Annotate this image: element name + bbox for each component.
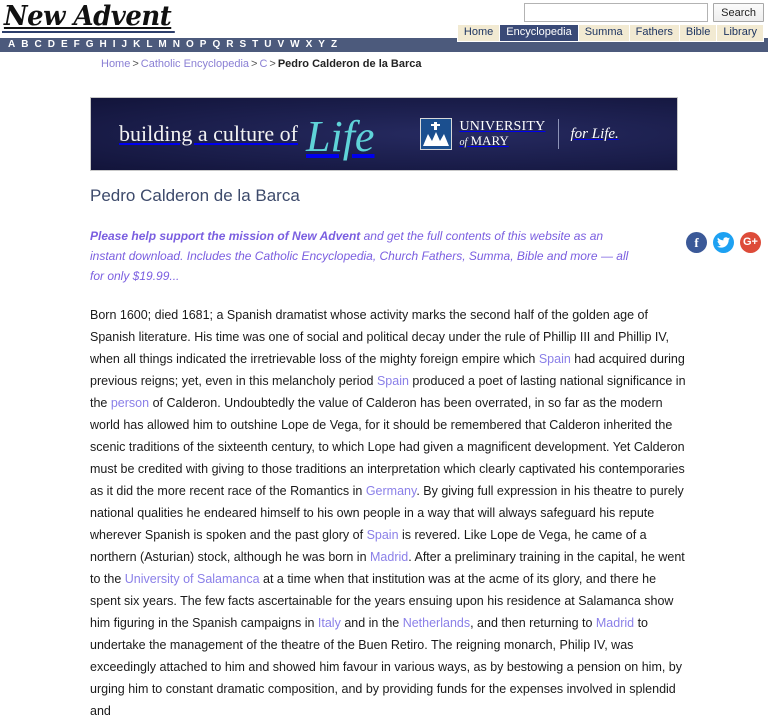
alpha-letter-j[interactable]: J	[121, 39, 128, 50]
article-link-italy[interactable]: Italy	[317, 616, 341, 630]
alpha-letter-d[interactable]: D	[47, 39, 55, 50]
breadcrumb-separator-1: >	[132, 58, 139, 70]
logo-divider	[558, 119, 559, 149]
article-link-person[interactable]: person	[110, 396, 150, 410]
breadcrumb	[101, 58, 768, 70]
alpha-letter-f[interactable]: F	[73, 39, 80, 50]
nav-tab-library[interactable]: Library	[717, 25, 763, 41]
nav-tab-bible[interactable]: Bible	[680, 25, 717, 41]
university-name	[459, 120, 545, 148]
banner-life-word: Life	[306, 112, 375, 162]
alpha-letter-k[interactable]: K	[133, 39, 141, 50]
article-link-madrid[interactable]: Madrid	[370, 550, 409, 564]
main-nav	[457, 24, 764, 42]
site-logo[interactable]: New Advent	[2, 3, 175, 33]
page-title: Pedro Calderon de la Barca	[90, 186, 300, 205]
breadcrumb-letter[interactable]: C	[259, 58, 268, 70]
alpha-letter-n[interactable]: N	[172, 39, 180, 50]
main-content	[90, 186, 686, 722]
alpha-letter-s[interactable]: S	[239, 39, 247, 50]
banner-advertisement[interactable]	[90, 97, 678, 171]
banner-tagline-text: building a culture of	[119, 121, 299, 146]
twitter-share-icon[interactable]	[713, 232, 734, 253]
twitter-bird-glyph	[717, 237, 730, 248]
nav-tab-encyclopedia[interactable]: Encyclopedia	[500, 25, 578, 41]
alpha-letter-w[interactable]: W	[290, 39, 300, 50]
facebook-share-icon[interactable]: f	[686, 232, 707, 253]
article-link-germany[interactable]: Germany	[365, 484, 417, 498]
alpha-letter-y[interactable]: Y	[318, 39, 325, 50]
university-name-line2	[459, 134, 545, 148]
support-message-rest: and get the full contents of this website as an instant download. Includes the Catholic Encyclopedia, Church Fathers, Summa, Bible and more — all for only $19.99...	[90, 229, 629, 283]
alpha-letter-r[interactable]: R	[226, 39, 234, 50]
alpha-letter-o[interactable]: O	[186, 39, 194, 50]
cross-icon	[434, 122, 437, 130]
alpha-letter-z[interactable]: Z	[330, 39, 338, 50]
alpha-letter-g[interactable]: G	[85, 39, 94, 50]
support-link[interactable]	[90, 229, 628, 283]
alpha-letter-c[interactable]: C	[34, 39, 42, 50]
mountain-m-icon	[423, 130, 449, 146]
alpha-letter-p[interactable]: P	[199, 39, 207, 50]
article-body: Born 1600; died 1681; a Spanish dramatist whose activity marks the second half of the golden age of Spanish literature. His time was one of social and political decay under the rule of Phillip III and Phillip IV, when all things indicated the irretrievable loss of the mighty foreign empire which Spain had acquired during previous reigns; yet, even in this melancholy period Spain produced a poet of lasting national significance in the person of Calderon. Undoubtedly the value of Calderon has been overrated, in so far as the modern world has allowed him to outshine Lope de Vega, for it should be remembered that Calderon inherited the scenic traditions of the sixteenth century, to which Lope had given a magnificent development. Yet Calderon must be credited with giving to those traditions an interpretation which clearly captivated his contemporaries as it did the more recent race of the Romantics in Germany. By giving full expression in his theatre to purely national qualities he endeared himself to his own people in a way that will always safeguard his repute wherever Spanish is spoken and the past glory of Spain is revered. Like Lope de Vega, he came of a northern (Asturian) stock, although he was born in Madrid. After a preliminary training in the capital, he went to the University of Salamanca at a time when that institution was at the acme of its glory, and there he spent six years. The few facts ascertainable for the years ensuing upon his residence at Salamanca show him figuring in the Spanish campaigns in Italy and in the Netherlands, and then returning to Madrid to undertake the management of the theatre of the Buen Retiro. The reigning monarch, Philip IV, was exceedingly attached to him and showed him favour in various ways, as by bestowing a pension on him, by urging him to constant dramatic composition, and by providing funds for the expenses involved in splendid and	[90, 308, 686, 718]
article-link-spain[interactable]: Spain	[366, 528, 399, 542]
alpha-letter-x[interactable]: X	[305, 39, 313, 50]
article-link-university-of-salamanca[interactable]: University of Salamanca	[124, 572, 260, 586]
alpha-letter-m[interactable]: M	[158, 39, 167, 50]
nav-tab-home[interactable]: Home	[458, 25, 500, 41]
alpha-letter-t[interactable]: T	[252, 39, 259, 50]
alpha-letter-b[interactable]: B	[21, 39, 29, 50]
googleplus-share-icon[interactable]: G+	[740, 232, 761, 253]
support-message-bold: Please help support the mission of New Advent	[90, 229, 361, 243]
article-link-spain[interactable]: Spain	[538, 352, 571, 366]
alpha-letter-l[interactable]: L	[146, 39, 153, 50]
university-name-mary: MARY	[470, 133, 509, 149]
search-form	[524, 3, 764, 22]
alpha-letter-h[interactable]: H	[99, 39, 107, 50]
nav-tab-fathers[interactable]: Fathers	[630, 25, 680, 41]
university-name-of: of	[459, 137, 468, 149]
banner-for-life-tagline: for Life.	[570, 125, 619, 142]
alpha-letter-e[interactable]: E	[60, 39, 68, 50]
breadcrumb-section[interactable]: Catholic Encyclopedia	[140, 58, 250, 70]
nav-tab-summa[interactable]: Summa	[579, 25, 630, 41]
alpha-letter-u[interactable]: U	[264, 39, 272, 50]
breadcrumb-home[interactable]: Home	[101, 58, 131, 70]
alpha-letter-a[interactable]: A	[8, 39, 16, 50]
search-input[interactable]	[524, 3, 708, 22]
breadcrumb-separator-2: >	[251, 58, 258, 70]
breadcrumb-current: Pedro Calderon de la Barca	[277, 58, 422, 70]
social-share-buttons	[686, 232, 761, 253]
support-message	[90, 226, 630, 286]
article-link-spain[interactable]: Spain	[376, 374, 409, 388]
alpha-letter-v[interactable]: V	[277, 39, 285, 50]
university-mark-icon	[420, 118, 452, 150]
masthead	[0, 0, 768, 38]
breadcrumb-separator-3: >	[269, 58, 276, 70]
university-of-mary-logo	[420, 118, 618, 150]
university-name-line1: UNIVERSITY	[459, 118, 546, 134]
alpha-letter-i[interactable]: I	[112, 39, 116, 50]
article-link-madrid[interactable]: Madrid	[595, 616, 635, 630]
alpha-letter-q[interactable]: Q	[212, 39, 221, 50]
search-button[interactable]: Search	[713, 3, 764, 22]
article-link-netherlands[interactable]: Netherlands	[402, 616, 471, 630]
